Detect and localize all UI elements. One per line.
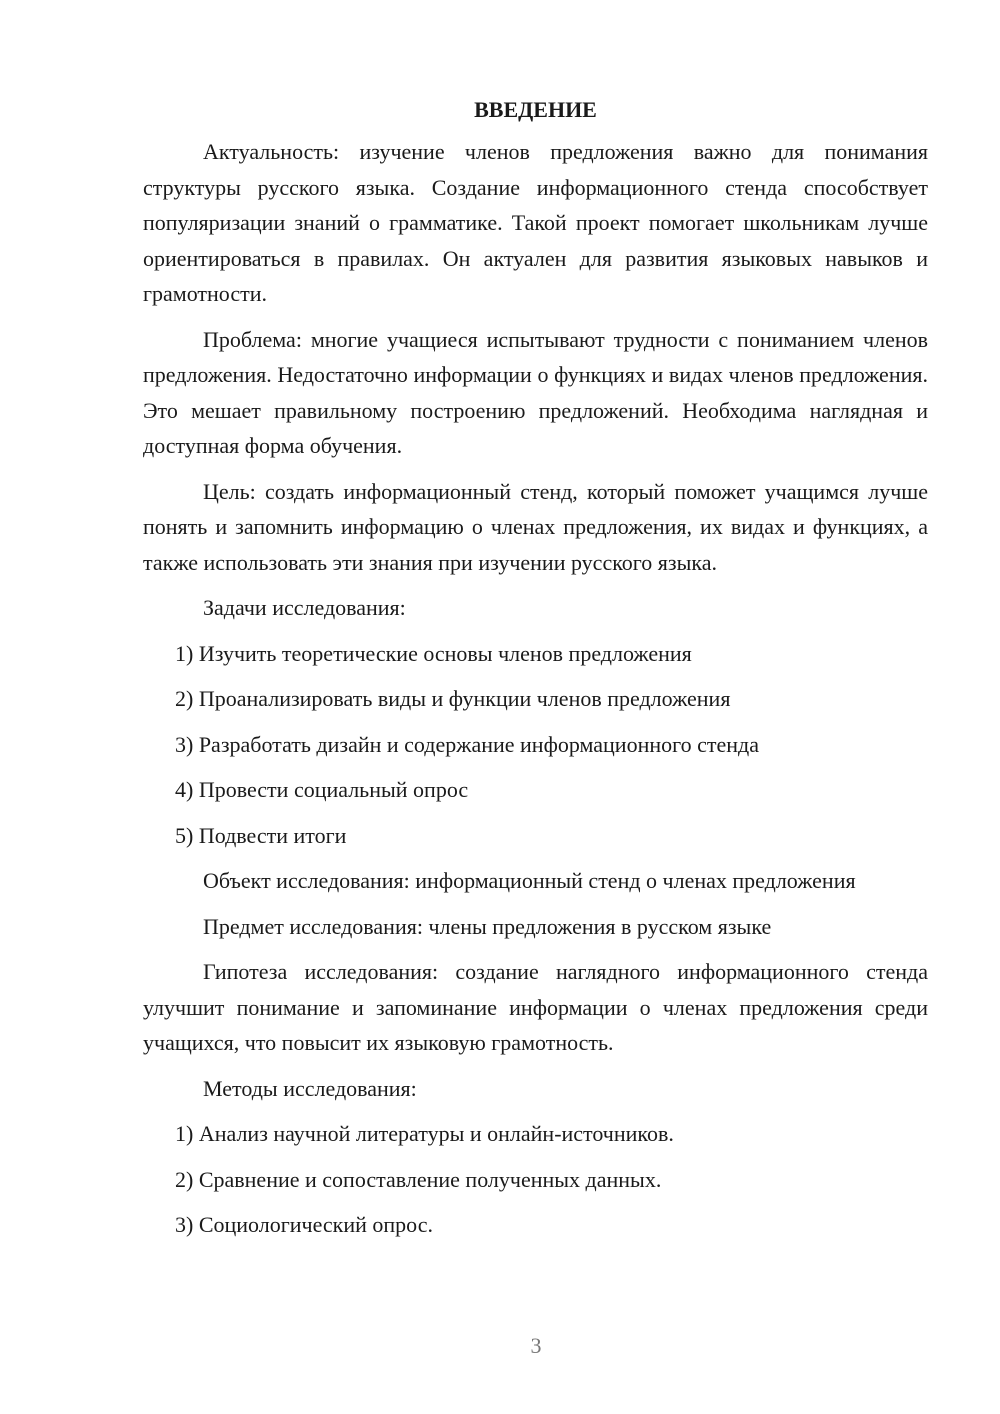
list-item: 2) Проанализировать виды и функции членов предложения [175,686,731,711]
list-item: 1) Изучить теоретические основы членов предложения [175,640,692,666]
list-item: 1) Анализ научной литературы и онлайн-источников. [175,1121,674,1146]
list-item: 3) Социологический опрос. [175,1212,433,1237]
subject-paragraph: Предмет исследования: члены предложения в русском языке [203,913,772,939]
methods-heading: Методы исследования: [203,1075,417,1101]
tasks-heading: Задачи исследования: [203,595,406,620]
list-item: 3) Разработать дизайн и содержание информационного стенда [175,731,759,757]
list-item: 2) Сравнение и сопоставление полученных данных. [175,1166,662,1192]
tasks-list [143,636,928,854]
page-title: ВВЕДЕНИЕ [474,97,597,122]
problem-paragraph: Проблема: многие учащиеся испытывают трудности с пониманием членов предложения. Недостаточно информации о функциях и видах членов предложения. Это мешает правильному построению предложений. Необходима наглядная и доступная форма обучения. [143,326,928,458]
page-number: 3 [530,1333,542,1358]
list-item: 5) Подвести итоги [175,822,347,848]
goal-paragraph: Цель: создать информационный стенд, который поможет учащимся лучше понять и запомнить информацию о членах предложения, их видах и функциях, а также использовать эти знания при изучении русского языка. [143,478,928,575]
relevance-paragraph: Актуальность: изучение членов предложения важно для понимания структуры русского языка. Создание информационного стенда способствует популяризации знаний о грамматике. Такой проект помогает школьникам лучше ориентироваться в правилах. Он актуален для развития языковых навыков и грамотности. [143,139,928,306]
object-paragraph: Объект исследования: информационный стенд о членах предложения [203,868,856,893]
page-content [143,92,928,1253]
methods-list [143,1116,928,1243]
list-item: 4) Провести социальный опрос [175,777,469,802]
hypothesis-paragraph: Гипотеза исследования: создание наглядного информационного стенда улучшит понимание и запоминание информации о членах предложения среди учащихся, что повысит их языковую грамотность. [143,959,928,1055]
